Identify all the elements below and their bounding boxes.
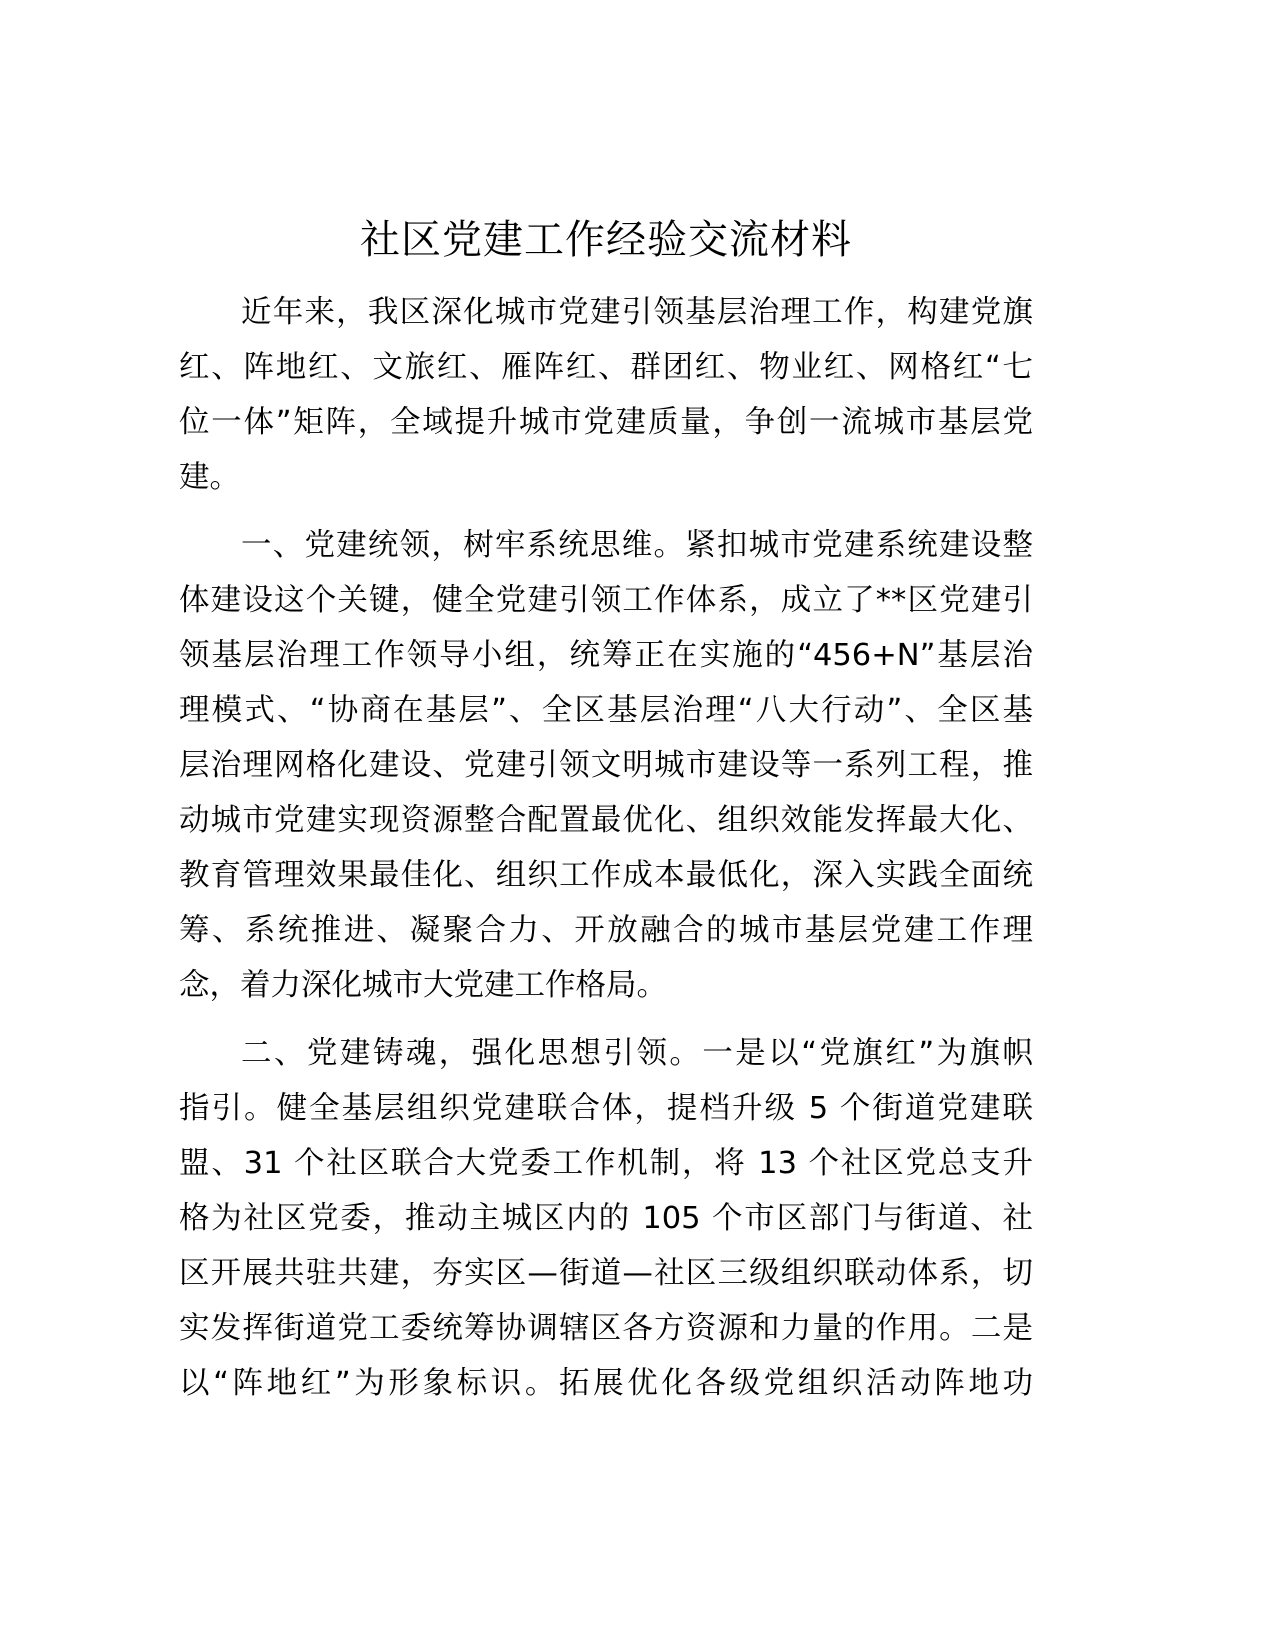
text-line: 以“阵地红”为形象标识。拓展优化各级党组织活动阵地功 (179, 1366, 1033, 1401)
text-line: 红、阵地红、文旅红、雁阵红、群团红、物业红、网格红“七 (179, 350, 1033, 385)
text-line: 二、党建铸魂，强化思想引领。一是以“党旗红”为旗帜 (241, 1036, 1033, 1071)
text-line: 念，着力深化城市大党建工作格局。 (179, 968, 667, 1003)
text-line: 格为社区党委，推动主城区内的 105 个市区部门与街道、社 (179, 1201, 1033, 1236)
text-line: 筹、系统推进、凝聚合力、开放融合的城市基层党建工作理 (179, 913, 1033, 948)
text-line: 近年来，我区深化城市党建引领基层治理工作，构建党旗 (241, 295, 1033, 330)
text-line: 教育管理效果最佳化、组织工作成本最低化，深入实践全面统 (179, 858, 1033, 893)
text-line: 盟、31 个社区联合大党委工作机制，将 13 个社区党总支升 (179, 1146, 1033, 1181)
text-line: 指引。健全基层组织党建联合体，提档升级 5 个街道党建联 (179, 1091, 1033, 1126)
text-line: 一、党建统领，树牢系统思维。紧扣城市党建系统建设整 (241, 528, 1033, 563)
text-line: 领基层治理工作领导小组，统筹正在实施的“456+N”基层治 (179, 638, 1033, 673)
document-body (179, 285, 1033, 1424)
paragraph-section-1 (179, 518, 1033, 1013)
text-line: 位一体”矩阵，全域提升城市党建质量，争创一流城市基层党 (179, 405, 1033, 440)
paragraph-section-2 (179, 1026, 1033, 1411)
text-line: 建。 (179, 460, 240, 495)
text-line: 实发挥街道党工委统筹协调辖区各方资源和力量的作用。二是 (179, 1311, 1033, 1346)
text-line: 动城市党建实现资源整合配置最优化、组织效能发挥最大化、 (179, 803, 1033, 838)
document-title: 社区党建工作经验交流材料 (360, 217, 852, 263)
text-line: 体建设这个关键，健全党建引领工作体系，成立了**区党建引 (179, 583, 1033, 618)
paragraph-intro (179, 285, 1033, 505)
text-line: 区开展共驻共建，夯实区—街道—社区三级组织联动体系，切 (179, 1256, 1033, 1291)
text-line: 理模式、“协商在基层”、全区基层治理“八大行动”、全区基 (179, 693, 1033, 728)
text-line: 层治理网格化建设、党建引领文明城市建设等一系列工程，推 (179, 748, 1033, 783)
